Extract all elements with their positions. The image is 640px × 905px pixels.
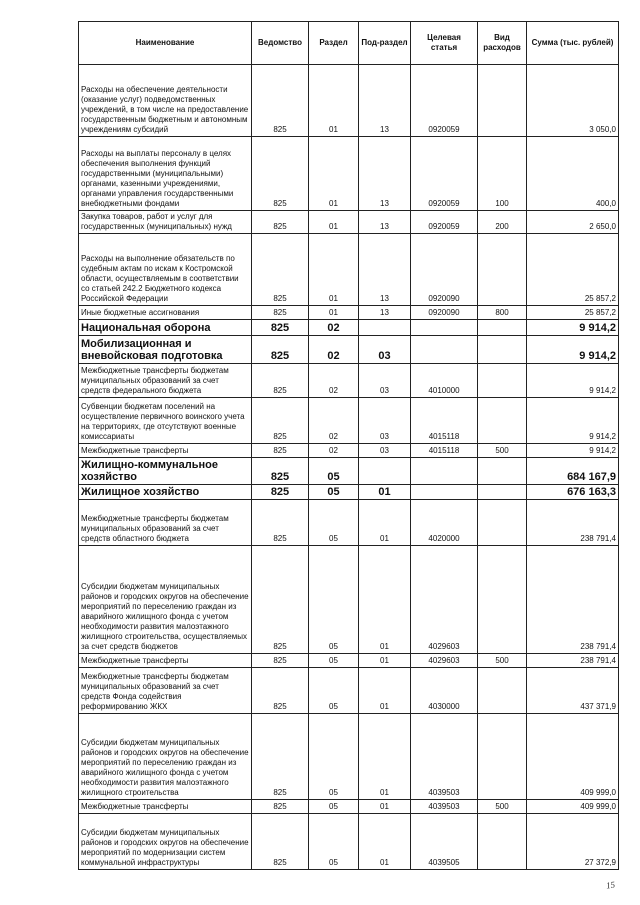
cell-cs: 4020000 (411, 500, 478, 546)
cell-sum: 9 914,2 (527, 320, 619, 336)
cell-vr (478, 714, 527, 800)
cell-sum: 9 914,2 (527, 336, 619, 364)
cell-razd: 01 (309, 306, 359, 320)
document-page (78, 21, 619, 870)
cell-podr: 01 (359, 546, 411, 654)
cell-podr: 03 (359, 444, 411, 458)
cell-name: Закупка товаров, работ и услуг для государственных (муниципальных) нужд (79, 211, 252, 234)
cell-ved: 825 (252, 485, 309, 500)
cell-podr: 13 (359, 234, 411, 306)
cell-ved: 825 (252, 65, 309, 137)
cell-ved: 825 (252, 714, 309, 800)
cell-cs: 0920059 (411, 65, 478, 137)
cell-razd: 02 (309, 364, 359, 398)
table-row (79, 320, 619, 336)
table-row (79, 137, 619, 211)
header-cel-statia: Целевая статья (411, 22, 478, 65)
header-name: Наименование (79, 22, 252, 65)
cell-sum: 409 999,0 (527, 714, 619, 800)
cell-ved: 825 (252, 500, 309, 546)
cell-sum: 684 167,9 (527, 458, 619, 485)
cell-name: Межбюджетные трансферты бюджетам муниципальных образований за счет средств Фонда содействия реформированию ЖКХ (79, 668, 252, 714)
cell-vr (478, 814, 527, 870)
cell-razd: 05 (309, 800, 359, 814)
cell-cs: 0920059 (411, 211, 478, 234)
cell-name: Иные бюджетные ассигнования (79, 306, 252, 320)
cell-ved: 825 (252, 306, 309, 320)
cell-vr (478, 546, 527, 654)
cell-vr: 100 (478, 137, 527, 211)
cell-cs: 4015118 (411, 398, 478, 444)
cell-razd: 05 (309, 654, 359, 668)
cell-vr (478, 364, 527, 398)
cell-razd: 05 (309, 546, 359, 654)
cell-podr: 01 (359, 668, 411, 714)
cell-ved: 825 (252, 320, 309, 336)
cell-vr: 500 (478, 654, 527, 668)
page-number-mark: 15 (605, 879, 616, 891)
cell-name: Расходы на обеспечение деятельности (оказание услуг) подведомственных учреждений, в том числе на предоставление государственным бюджетным и автономным учреждениям субсидий (79, 65, 252, 137)
cell-cs: 4010000 (411, 364, 478, 398)
table-row (79, 546, 619, 654)
cell-razd: 05 (309, 668, 359, 714)
cell-name: Межбюджетные трансферты (79, 800, 252, 814)
header-vedomstvo: Ведомство (252, 22, 309, 65)
cell-sum: 3 050,0 (527, 65, 619, 137)
table-row (79, 234, 619, 306)
cell-podr: 13 (359, 211, 411, 234)
cell-sum: 9 914,2 (527, 444, 619, 458)
cell-cs: 4039505 (411, 814, 478, 870)
table-row (79, 65, 619, 137)
cell-sum: 25 857,2 (527, 306, 619, 320)
table-row (79, 306, 619, 320)
cell-sum: 25 857,2 (527, 234, 619, 306)
header-vid-rashodov: Вид расходов (478, 22, 527, 65)
cell-sum: 400,0 (527, 137, 619, 211)
cell-name: Межбюджетные трансферты (79, 444, 252, 458)
table-row (79, 364, 619, 398)
table-row (79, 398, 619, 444)
cell-ved: 825 (252, 546, 309, 654)
cell-podr: 13 (359, 306, 411, 320)
cell-vr (478, 485, 527, 500)
cell-vr (478, 234, 527, 306)
cell-vr (478, 336, 527, 364)
table-body (79, 65, 619, 870)
header-podrazdel: Под-раздел (359, 22, 411, 65)
header-razdel: Раздел (309, 22, 359, 65)
table-row (79, 444, 619, 458)
cell-razd: 05 (309, 485, 359, 500)
cell-vr: 500 (478, 444, 527, 458)
cell-ved: 825 (252, 668, 309, 714)
cell-sum: 9 914,2 (527, 364, 619, 398)
cell-razd: 02 (309, 444, 359, 458)
cell-name: Расходы на выплаты персоналу в целях обеспечения выполнения функций государственными (муниципальными) органами, казенными учреждениями, органами управления государственными внебюджетными фондами (79, 137, 252, 211)
cell-name: Жилищное хозяйство (79, 485, 252, 500)
cell-name: Субсидии бюджетам муниципальных районов и городских округов на обеспечение мероприятий по переселению граждан из аварийного жилищного фонда с учетом необходимости развития малоэтажного жилищного строительства, осуществляемых за счет средств бюджетов (79, 546, 252, 654)
cell-podr: 13 (359, 137, 411, 211)
cell-podr: 01 (359, 714, 411, 800)
cell-name: Межбюджетные трансферты бюджетам муниципальных образований за счет средств федерального бюджета (79, 364, 252, 398)
cell-cs (411, 458, 478, 485)
cell-podr (359, 320, 411, 336)
cell-cs: 4015118 (411, 444, 478, 458)
cell-podr: 01 (359, 814, 411, 870)
cell-razd: 05 (309, 458, 359, 485)
cell-podr: 01 (359, 800, 411, 814)
cell-vr (478, 398, 527, 444)
cell-ved: 825 (252, 654, 309, 668)
cell-name: Расходы на выполнение обязательств по судебным актам по искам к Костромской области, осуществляемым в соответствии со статьей 242.2 Бюджетного кодекса Российской Федерации (79, 234, 252, 306)
cell-cs: 0920059 (411, 137, 478, 211)
cell-sum: 2 650,0 (527, 211, 619, 234)
cell-ved: 825 (252, 800, 309, 814)
cell-sum: 27 372,9 (527, 814, 619, 870)
cell-cs: 4029603 (411, 546, 478, 654)
table-row (79, 814, 619, 870)
table-row (79, 485, 619, 500)
cell-name: Субсидии бюджетам муниципальных районов и городских округов на обеспечение мероприятий по модернизации систем коммунальной инфраструктуры (79, 814, 252, 870)
table-row (79, 500, 619, 546)
cell-podr: 01 (359, 500, 411, 546)
cell-cs (411, 485, 478, 500)
cell-vr: 500 (478, 800, 527, 814)
cell-cs: 4030000 (411, 668, 478, 714)
cell-name: Национальная оборона (79, 320, 252, 336)
cell-ved: 825 (252, 458, 309, 485)
cell-sum: 238 791,4 (527, 546, 619, 654)
cell-podr: 13 (359, 65, 411, 137)
header-summa: Сумма (тыс. рублей) (527, 22, 619, 65)
cell-ved: 825 (252, 211, 309, 234)
cell-ved: 825 (252, 137, 309, 211)
cell-razd: 02 (309, 398, 359, 444)
cell-cs (411, 320, 478, 336)
cell-ved: 825 (252, 336, 309, 364)
cell-podr (359, 458, 411, 485)
cell-razd: 02 (309, 320, 359, 336)
cell-vr (478, 458, 527, 485)
cell-sum: 437 371,9 (527, 668, 619, 714)
cell-razd: 02 (309, 336, 359, 364)
cell-razd: 01 (309, 137, 359, 211)
cell-vr: 800 (478, 306, 527, 320)
table-row (79, 800, 619, 814)
cell-vr (478, 668, 527, 714)
cell-sum: 676 163,3 (527, 485, 619, 500)
cell-ved: 825 (252, 398, 309, 444)
cell-name: Субвенции бюджетам поселений на осуществление первичного воинского учета на территориях, где отсутствуют военные комиссариаты (79, 398, 252, 444)
cell-razd: 01 (309, 234, 359, 306)
table-row (79, 211, 619, 234)
table-row (79, 458, 619, 485)
table-row (79, 336, 619, 364)
cell-name: Межбюджетные трансферты бюджетам муниципальных образований за счет средств областного бюджета (79, 500, 252, 546)
cell-razd: 01 (309, 211, 359, 234)
table-row (79, 654, 619, 668)
cell-vr (478, 320, 527, 336)
cell-cs: 4039503 (411, 714, 478, 800)
cell-sum: 238 791,4 (527, 500, 619, 546)
cell-ved: 825 (252, 444, 309, 458)
cell-podr: 03 (359, 398, 411, 444)
table-header-row (79, 22, 619, 65)
cell-cs: 4029603 (411, 654, 478, 668)
cell-ved: 825 (252, 814, 309, 870)
cell-podr: 03 (359, 336, 411, 364)
cell-sum: 9 914,2 (527, 398, 619, 444)
cell-ved: 825 (252, 364, 309, 398)
cell-cs (411, 336, 478, 364)
cell-razd: 05 (309, 714, 359, 800)
cell-podr: 01 (359, 485, 411, 500)
cell-podr: 01 (359, 654, 411, 668)
cell-name: Субсидии бюджетам муниципальных районов и городских округов на обеспечение мероприятий по переселению граждан из аварийного жилищного фонда с учетом необходимости развития малоэтажного жилищного строительства (79, 714, 252, 800)
cell-razd: 05 (309, 500, 359, 546)
cell-ved: 825 (252, 234, 309, 306)
cell-name: Жилищно-коммунальное хозяйство (79, 458, 252, 485)
cell-sum: 409 999,0 (527, 800, 619, 814)
table-row (79, 668, 619, 714)
cell-razd: 01 (309, 65, 359, 137)
cell-vr (478, 500, 527, 546)
cell-cs: 4039503 (411, 800, 478, 814)
cell-name: Межбюджетные трансферты (79, 654, 252, 668)
cell-cs: 0920090 (411, 234, 478, 306)
cell-cs: 0920090 (411, 306, 478, 320)
cell-sum: 238 791,4 (527, 654, 619, 668)
budget-table (78, 21, 619, 870)
cell-vr: 200 (478, 211, 527, 234)
cell-name: Мобилизационная и вневойсковая подготовка (79, 336, 252, 364)
cell-razd: 05 (309, 814, 359, 870)
table-row (79, 714, 619, 800)
cell-vr (478, 65, 527, 137)
cell-podr: 03 (359, 364, 411, 398)
